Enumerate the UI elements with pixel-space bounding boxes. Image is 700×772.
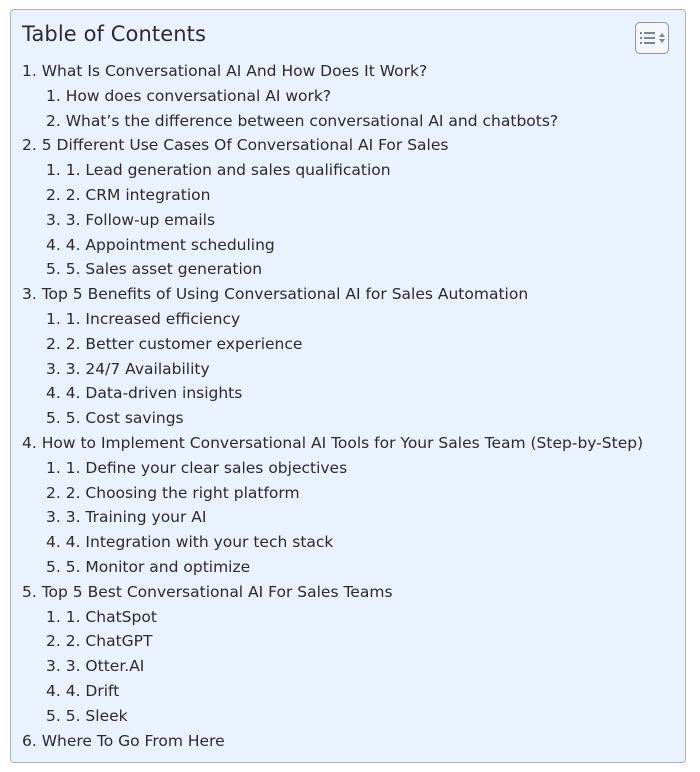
toc-subsection-link[interactable]: 1. 1. ChatSpot — [46, 607, 157, 626]
toc-subsection-link[interactable]: 5. 5. Sales asset generation — [46, 260, 263, 279]
toc-section-link[interactable]: 6. Where To Go From Here — [22, 731, 225, 750]
toc-subsection-link[interactable]: 5. 5. Cost savings — [46, 409, 184, 428]
toc-subsection-link[interactable]: 3. 3. Follow-up emails — [46, 210, 216, 229]
toc-subsection-link[interactable]: 3. 3. Otter.AI — [46, 657, 145, 676]
toc-title: Table of Contents — [22, 22, 207, 46]
toc-subsection-link[interactable]: 3. 3. 24/7 Availability — [46, 359, 210, 378]
toc-subsection-link[interactable]: 2. 2. Choosing the right platform — [46, 483, 300, 502]
toc-subsection-link[interactable]: 2. What’s the difference between conversational AI and chatbots? — [46, 111, 559, 130]
toc-subsection-link[interactable]: 4. 4. Data-driven insights — [46, 384, 243, 403]
toc-subsection-link[interactable]: 2. 2. ChatGPT — [46, 632, 153, 651]
toc-toggle-button[interactable] — [635, 22, 669, 54]
toc-subsection-link[interactable]: 2. 2. Better customer experience — [46, 334, 303, 353]
toc-subsection-link[interactable]: 5. 5. Monitor and optimize — [46, 557, 251, 576]
toc-subsection-link[interactable]: 4. 4. Appointment scheduling — [46, 235, 275, 254]
toc-subsection-link[interactable]: 1. 1. Lead generation and sales qualification — [46, 161, 391, 180]
toc-subsection-link[interactable]: 1. How does conversational AI work? — [46, 86, 332, 105]
toc-subsection-link[interactable]: 2. 2. CRM integration — [46, 185, 211, 204]
toc-section-link[interactable]: 1. What Is Conversational AI And How Does It Work? — [22, 62, 428, 80]
toc-section-link[interactable]: 3. Top 5 Benefits of Using Conversational AI for Sales Automation — [22, 285, 529, 304]
toc-subsection-link[interactable]: 4. 4. Drift — [46, 681, 120, 700]
toc-subsection-link[interactable]: 4. 4. Integration with your tech stack — [46, 533, 334, 552]
toc-section-link[interactable]: 2. 5 Different Use Cases Of Conversational AI For Sales — [22, 136, 449, 155]
toc-section-link[interactable]: 4. How to Implement Conversational AI Tools for Your Sales Team (Step-by-Step) — [22, 433, 644, 452]
toc-list — [22, 59, 643, 753]
table-of-contents — [10, 9, 686, 763]
toc-subsection-link[interactable]: 1. 1. Increased efficiency — [46, 309, 241, 328]
toc-subsection-link[interactable]: 3. 3. Training your AI — [46, 508, 207, 527]
list-icon — [640, 32, 655, 44]
toc-subsection-link[interactable]: 5. 5. Sleek — [46, 706, 128, 725]
toc-subsection-link[interactable]: 1. 1. Define your clear sales objectives — [46, 458, 348, 477]
toc-section-link[interactable]: 5. Top 5 Best Conversational AI For Sales Teams — [22, 582, 393, 601]
up-down-arrow-icon — [659, 33, 665, 43]
